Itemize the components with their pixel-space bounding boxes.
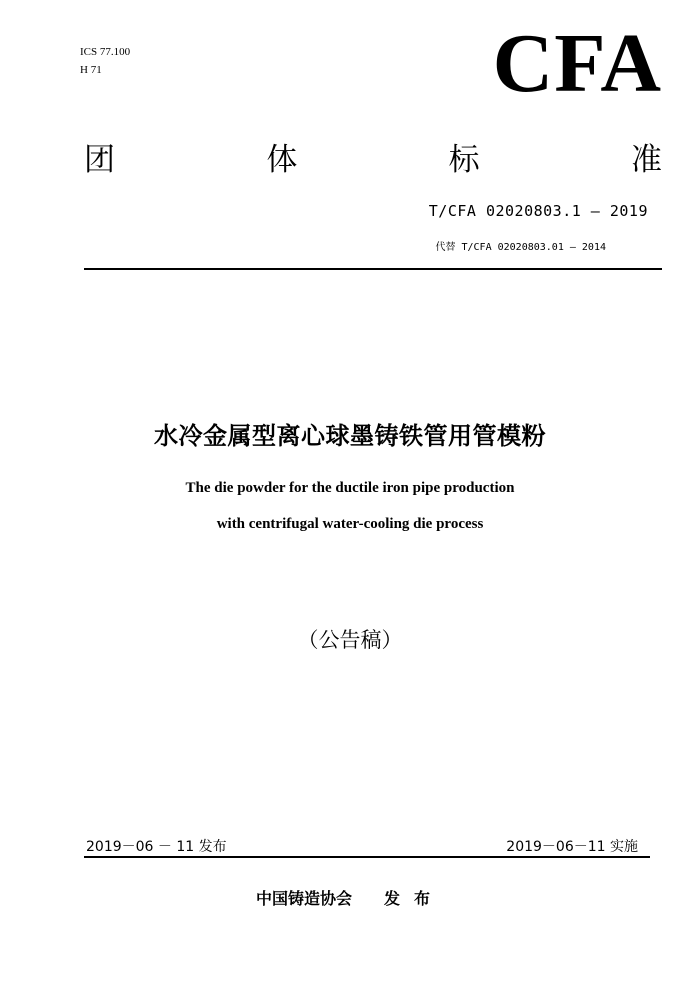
replaces-line <box>435 238 606 253</box>
replaces-prefix: 代替 <box>435 242 456 253</box>
issuer-line <box>0 886 700 909</box>
title-english-line2: with centrifugal water-cooling die process <box>216 516 484 532</box>
title-english-line1: The die powder for the ductile iron pipe production <box>185 480 515 496</box>
cfa-logo: CFA <box>492 17 662 110</box>
standard-type-heading <box>84 140 662 180</box>
standard-type-char: 准 <box>630 142 662 178</box>
footer-divider <box>84 856 650 858</box>
replaced-standard-number: T/CFA 02020803.01 — 2014 <box>461 242 606 253</box>
issuer-name: 中国铸造协会 <box>255 889 352 908</box>
standard-type-char: 体 <box>266 142 298 178</box>
issuer-action: 发布 <box>384 889 445 908</box>
title-chinese: 水冷金属型离心球墨铸铁管用管模粉 <box>154 422 546 450</box>
standard-number: T/CFA 02020803.1 — 2019 <box>428 202 648 220</box>
standard-type-char: 团 <box>84 142 115 178</box>
ccs-code: H 71 <box>80 64 102 76</box>
header-divider <box>84 268 662 270</box>
standard-type-char: 标 <box>448 142 480 178</box>
ics-code: ICS 77.100 <box>80 46 131 58</box>
issue-date: 2019－06 － 11 发布 <box>86 839 227 855</box>
implementation-date: 2019－06－11 实施 <box>506 839 638 855</box>
draft-label: （公告稿） <box>297 628 403 652</box>
